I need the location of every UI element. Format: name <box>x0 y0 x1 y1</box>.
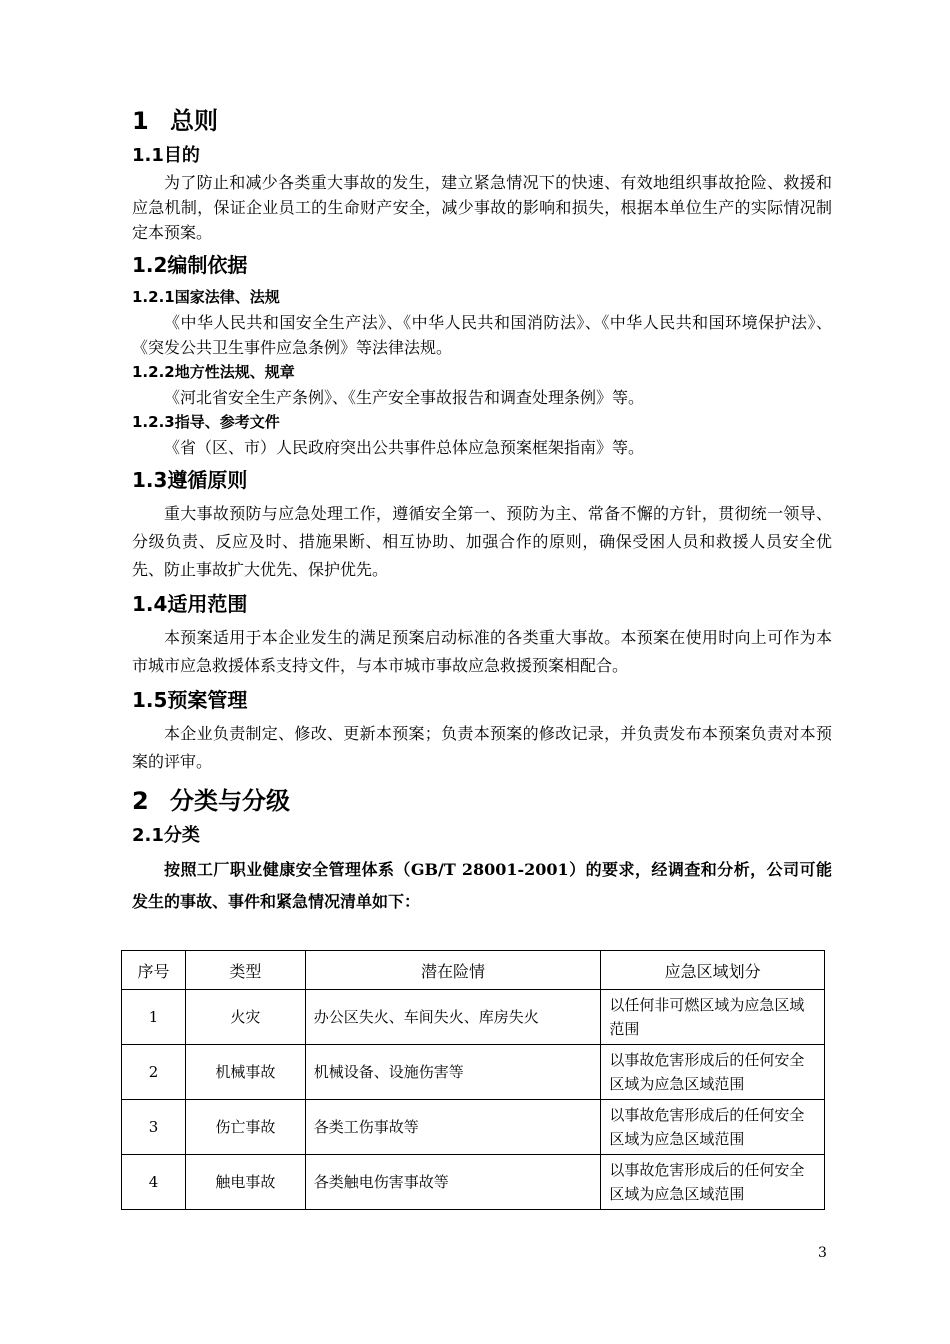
cell-zone: 以任何非可燃区域为应急区域范围 <box>601 990 825 1045</box>
section-1-title: 总则 <box>170 107 218 135</box>
section-1-4-text: 本预案适用于本企业发生的满足预案启动标准的各类重大事故。本预案在使用时向上可作为本市城市应急救援体系支持文件，与本市城市事故应急救援预案相配合。 <box>132 628 832 675</box>
section-1-1-heading: 1.1目的 <box>132 145 200 166</box>
section-1-3-text: 重大事故预防与应急处理工作，遵循安全第一、预防为主、常备不懈的方针，贯彻统一领导、分级负责、反应及时、措施果断、相互协助、加强合作的原则，确保受困人员和救援人员安全优先、防止事故扩大优先、保护优先。 <box>132 504 832 579</box>
table-header-row <box>122 951 825 990</box>
section-1-5-heading: 1.5预案管理 <box>132 688 248 712</box>
section-1-2-1-heading: 1.2.1国家法律、法规 <box>132 288 280 306</box>
section-1-3-heading: 1.3遵循原则 <box>132 468 248 492</box>
cell-zone: 以事故危害形成后的任何安全区域为应急区域范围 <box>601 1155 825 1210</box>
section-1-2-heading: 1.2编制依据 <box>132 253 248 277</box>
section-1-2-2-heading: 1.2.2地方性法规、规章 <box>132 363 295 381</box>
cell-zone: 以事故危害形成后的任何安全区域为应急区域范围 <box>601 1045 825 1100</box>
section-1-heading <box>132 100 832 142</box>
section-1-5-text: 本企业负责制定、修改、更新本预案；负责本预案的修改记录，并负责发布本预案负责对本预案的评审。 <box>132 724 832 771</box>
cell-type: 机械事故 <box>185 1045 305 1100</box>
section-1-2-1-text: 《中华人民共和国安全生产法》、《中华人民共和国消防法》、《中华人民共和国环境保护法》、《突发公共卫生事件应急条例》等法律法规。 <box>132 313 832 357</box>
section-1-1-text: 为了防止和减少各类重大事故的发生，建立紧急情况下的快速、有效地组织事故抢险、救援和应急机制，保证企业员工的生命财产安全，减少事故的影响和损失，根据本单位生产的实际情况制定本预案。 <box>132 173 832 242</box>
section-1-2-3-heading: 1.2.3指导、参考文件 <box>132 413 280 431</box>
section-1-number: 1 <box>132 107 149 135</box>
cell-index: 2 <box>122 1045 186 1100</box>
section-1-2-2-text: 《河北省安全生产条例》、《生产安全事故报告和调查处理条例》等。 <box>164 388 645 407</box>
section-1-2-3-text: 《省（区、市）人民政府突出公共事件总体应急预案框架指南》等。 <box>164 438 645 457</box>
cell-index: 1 <box>122 990 186 1045</box>
header-zone: 应急区域划分 <box>601 951 825 990</box>
section-2-number: 2 <box>132 787 149 815</box>
section-2-1-heading: 2.1分类 <box>132 825 200 846</box>
cell-type: 火灾 <box>185 990 305 1045</box>
section-2-1-text: 按照工厂职业健康安全管理体系（GB/T 28001-2001）的要求，经调查和分析，公司可能发生的事故、事件和紧急情况清单如下： <box>132 860 832 911</box>
table-row <box>122 1155 825 1210</box>
hazard-list-table <box>121 950 825 1210</box>
cell-hazard: 各类工伤事故等 <box>305 1100 601 1155</box>
cell-hazard: 各类触电伤害事故等 <box>305 1155 601 1210</box>
table-row <box>122 1100 825 1155</box>
section-2-heading <box>132 780 832 822</box>
page-content <box>132 100 832 918</box>
section-1-4-heading: 1.4适用范围 <box>132 592 248 616</box>
table-row <box>122 990 825 1045</box>
cell-type: 伤亡事故 <box>185 1100 305 1155</box>
header-hazard: 潜在险情 <box>305 951 601 990</box>
section-2-title: 分类与分级 <box>170 787 290 815</box>
cell-index: 4 <box>122 1155 186 1210</box>
cell-zone: 以事故危害形成后的任何安全区域为应急区域范围 <box>601 1100 825 1155</box>
table-row <box>122 1045 825 1100</box>
page-number: 3 <box>818 1245 827 1261</box>
cell-hazard: 机械设备、设施伤害等 <box>305 1045 601 1100</box>
cell-index: 3 <box>122 1100 186 1155</box>
cell-hazard: 办公区失火、车间失火、库房失火 <box>305 990 601 1045</box>
header-type: 类型 <box>185 951 305 990</box>
header-index: 序号 <box>122 951 186 990</box>
cell-type: 触电事故 <box>185 1155 305 1210</box>
